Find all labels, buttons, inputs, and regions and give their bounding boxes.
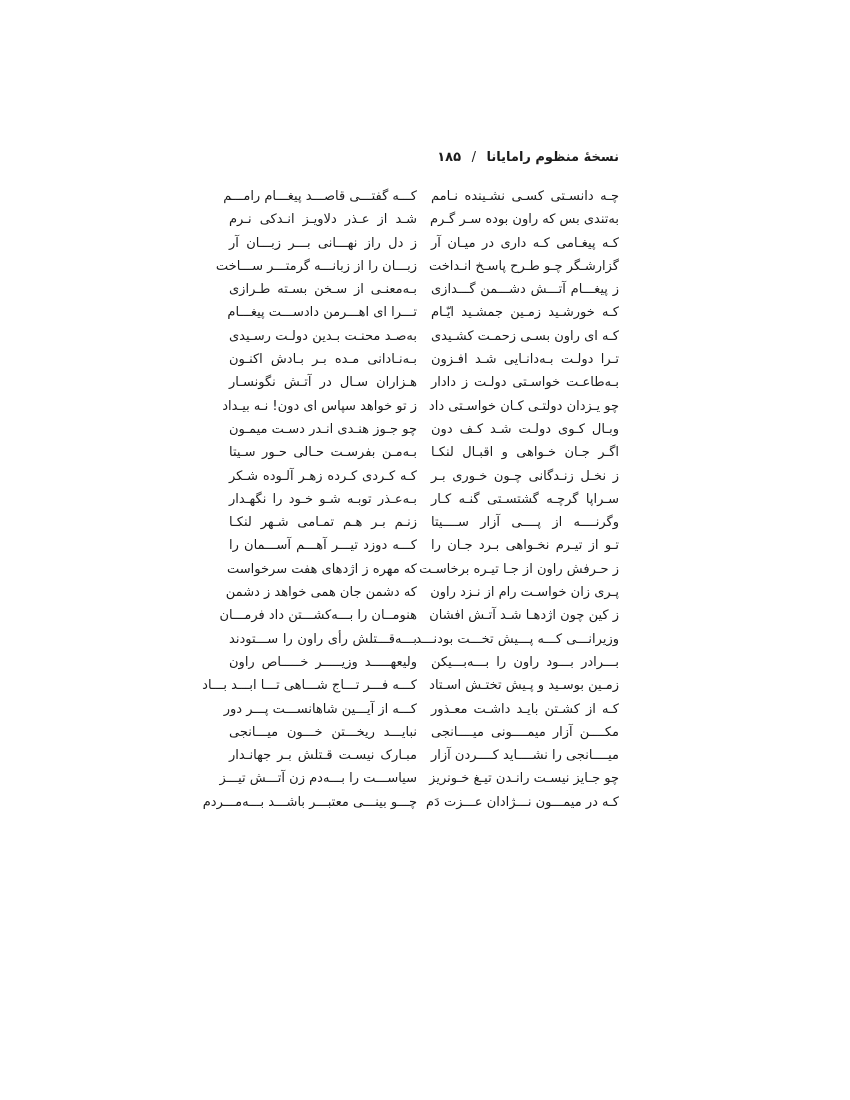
verse-hemistich: بـه‌مـن بفرسـت حـالی حـور سـیتا [229, 445, 417, 461]
verse-hemistich: کـــه از آیـــین شاهانســـت پـــر دور [223, 701, 417, 717]
verse-hemistich: سیاســـت را بـــه‌دم زن آتـــش تیـــز [219, 771, 417, 787]
verse-hemistich: بـــرادر بـــود راون را بـــه‌بـــیکن [431, 654, 619, 670]
verse-hemistich: تـو از تیـرم نخـواهی بـرد جـان را [431, 538, 619, 554]
verse-hemistich: شـد از عـذر دلاویـز انـدکی نـرم [229, 212, 417, 228]
verse-hemistich: کـه پیغـامی کـه داری در میـان آر [431, 235, 619, 251]
verse-hemistich: اگـر جـان خـواهی و اقبـال لنکـا [431, 445, 619, 461]
verse-hemistich: مبـارک نیسـت قـتلش بـر جهانـدار [229, 748, 417, 764]
verse-hemistich: بـــه‌قـــتلش رأی راون را ســـتودند [229, 631, 417, 647]
verse-hemistich: مکــــن آزار میمــــونی میــــانجی [431, 724, 619, 740]
verse-hemistich: بـه‌نـادانی مـده بـر بـادش اکنـون [229, 352, 417, 368]
verse-hemistich: کـــه گفتـــی قاصـــد پیغـــام رامـــم [223, 189, 417, 204]
verse-hemistich: بـه‌طاعـت خواسـتی دولـت ز دادار [431, 375, 619, 391]
verse-hemistich: تـــرا ای اهـــرمن دادســـت پیغـــام [227, 305, 417, 321]
verse-hemistich: زنـم بـر هـم تمـامی شـهر لنکـا [229, 515, 417, 531]
verse-hemistich: که دشمن جان همی خواهد ز دشمن [225, 585, 417, 601]
verse-hemistich: بـه‌معنـی از سـخن بسـته طـرازی [229, 282, 417, 298]
running-head [229, 150, 619, 165]
verse-hemistich: ز نخـل زنـدگانی چـون خـوری بـر [431, 468, 619, 484]
verse-hemistich: ز تو خواهد سپاس ای دون! نـه بیـداد [222, 398, 417, 414]
verse-hemistich: کـــه دوزد تیـــر آهـــم آســـمان را [229, 538, 417, 554]
verse-hemistich: بـه‌عـذر توبـه شـو خـود را نگهـدار [229, 491, 417, 507]
verse-hemistich: وگرنــــه از پــــی آزار ســــیتا [431, 515, 619, 531]
verse-hemistich: زمـین بوسـید و پـیش تختـش اسـتاد [429, 678, 619, 694]
header-separator: / [471, 150, 476, 165]
verse-hemistich: میــــانجی را نشــــاید کــــردن آزار [431, 748, 619, 764]
verse-hemistich: زبـــان را از زبانـــه گرمتـــر ســـاخت [215, 258, 417, 274]
verse-hemistich: به‌تندی بس که راون بوده سـر گـرم [429, 212, 619, 228]
verse-hemistich: چو جـوز هنـدی انـدر دسـت میمـون [229, 421, 417, 437]
verse-hemistich: کـه کـردی کـرده زهـر آلـوده شـکر [229, 468, 417, 484]
verse-hemistich: کـه در میمـــون نـــژادان عـــزت دَم [426, 794, 619, 810]
verse-column-left [202, 185, 417, 814]
verse-hemistich: هنومــان را بـــه‌کشـــتن داد فرمـــان [219, 608, 417, 624]
verse-hemistich: نبایـــد ریخـــتن خـــون میـــانجی [229, 724, 417, 740]
page-number: ۱۸۵ [437, 150, 462, 165]
verse-hemistich: پـری زان خواسـت رام از نـزد راون [430, 585, 619, 601]
verse-hemistich: به‌صـد محنـت بـدین دولـت رسـیدی [229, 328, 417, 344]
verse-hemistich: کـــه فـــر تـــاج شـــاهی تـــا ابـــد بـــاد [202, 678, 417, 694]
verse-hemistich: چو جـایز نیسـت رانـدن تیـغ خـونریز [429, 771, 619, 787]
verse-hemistich: چـه دانسـتی کسـی نشـینده نـامم [431, 189, 619, 204]
verse-hemistich: وزیرانـــی کـــه پـــیش تخـــت بودنـــد [415, 631, 619, 647]
verse-column-right [415, 185, 619, 814]
verse-hemistich: چو یـزدان دولتـی کـان خواسـتی داد [428, 398, 619, 414]
verse-hemistich: تـرا دولـت بـه‌دانـایی شـد افـزون [431, 352, 619, 368]
verse-hemistich: کـه از کشـتن بایـد داشـت معـذور [431, 701, 619, 717]
verse-hemistich: سـراپا گرچـه گشتسـتی گنـه کـار [431, 491, 619, 507]
verse-hemistich: کـه ای راون بسـی زحمـت کشـیدی [431, 328, 619, 344]
verse-hemistich: وبـال کـوی دولـت شـد کـف دون [431, 421, 619, 437]
verse-hemistich: کـه خورشـید زمـین جمشـید ایّـام [431, 305, 619, 321]
verse-hemistich: گزارشـگر چـو طـرح پاسـخ انـداخت [428, 258, 619, 274]
verse-hemistich: هـزاران سـال در آتـش نگونسـار [229, 375, 417, 391]
verse-hemistich: ز پیغـــام آتـــش دشـــمن گـــدازی [431, 282, 619, 298]
verse-hemistich: ز حـرفش راون از جـا تیـره برخاسـت [419, 561, 619, 577]
verse-hemistich: که مهره ز اژدهای هفت سرخواست [227, 561, 417, 577]
verse-hemistich: چـــو بینـــی معتبـــر باشـــد بـــه‌مـــردم [202, 794, 417, 810]
verse-hemistich: ز کین چون اژدهـا شـد آتـش افشان [429, 608, 619, 624]
verse-hemistich: ز دل راز نهـــانی بـــر زبـــان آر [229, 235, 417, 251]
book-title: نسخهٔ منظوم رامایانا [486, 150, 619, 165]
verse-hemistich: ولیعهـــــد وزیـــــر خـــــاص راون [229, 654, 417, 670]
